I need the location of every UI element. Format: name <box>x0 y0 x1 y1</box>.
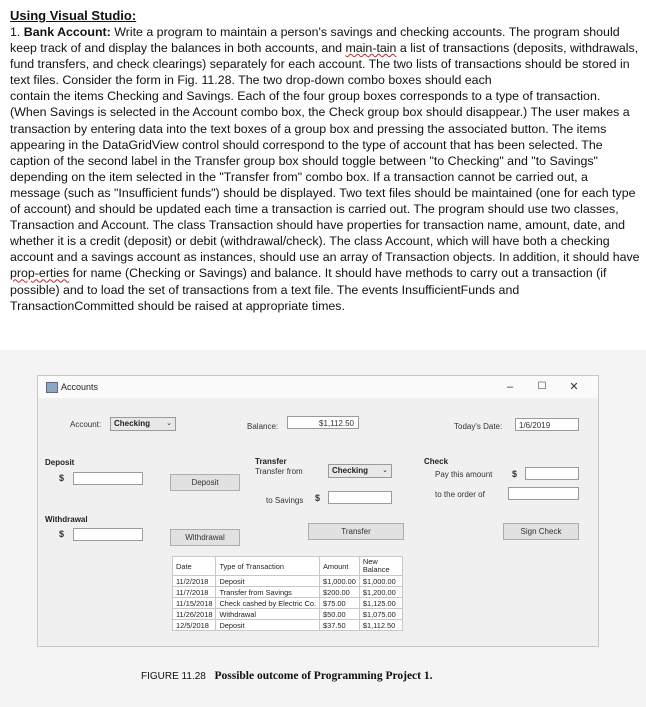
transfer-from-label: Transfer from <box>255 467 303 476</box>
transfer-from-value: Checking <box>332 466 369 475</box>
table-row[interactable] <box>173 576 403 587</box>
withdrawal-currency: $ <box>59 529 65 539</box>
withdrawal-amount-input[interactable] <box>73 528 143 541</box>
table-row[interactable] <box>173 598 403 609</box>
figure-number: FIGURE 11.28 <box>141 671 206 682</box>
chevron-down-icon: ⌄ <box>166 420 172 427</box>
problem-title: Bank Account: <box>23 25 111 39</box>
cell-balance: $1,125.00 <box>359 598 402 609</box>
cell-balance: $1,200.00 <box>359 587 402 598</box>
cell-type: Transfer from Savings <box>216 587 320 598</box>
close-button[interactable]: ✕ <box>569 381 579 393</box>
minimize-button[interactable]: – <box>506 381 514 393</box>
cell-date: 11/15/2018 <box>173 598 216 609</box>
cell-amount: $1,000.00 <box>319 576 359 587</box>
account-combo-value: Checking <box>114 419 151 428</box>
cell-date: 11/26/2018 <box>173 609 216 620</box>
account-label: Account: <box>70 420 102 429</box>
form-icon <box>46 382 58 393</box>
cell-type: Withdrawal <box>216 609 320 620</box>
maximize-button[interactable]: ☐ <box>537 381 547 392</box>
table-row[interactable] <box>173 587 403 598</box>
cell-date: 12/5/2018 <box>173 620 216 631</box>
transactions-grid[interactable] <box>172 556 403 631</box>
balance-display: $1,112.50 <box>287 416 359 429</box>
date-display: 1/6/2019 <box>515 418 579 431</box>
problem-statement <box>10 24 640 314</box>
withdrawal-group-label: Withdrawal <box>45 515 88 524</box>
withdrawal-button[interactable]: Withdrawal <box>170 529 240 546</box>
cell-date: 11/2/2018 <box>173 576 216 587</box>
figure-caption <box>141 670 433 682</box>
column-header[interactable]: Date <box>173 557 216 576</box>
problem-paragraph-1: 1. Bank Account: Write a program to maintain a person's savings and checking accounts. The program should keep track of and display the balances in both accounts, and main-tain a list of transactions (deposits, withdrawals, fund transfers, and check clearings) separately for each account. The two lists of transactions should be stored in text files. Consider the form in Fig. 11.28. The two drop-down combo boxes should each <box>10 25 639 88</box>
sign-check-button[interactable]: Sign Check <box>503 523 579 540</box>
column-header[interactable]: Type of Transaction <box>216 557 320 576</box>
cell-type: Deposit <box>216 620 320 631</box>
transfer-currency: $ <box>315 493 321 503</box>
problem-number: 1. <box>10 25 21 39</box>
deposit-group-label: Deposit <box>45 458 75 467</box>
cell-date: 11/7/2018 <box>173 587 216 598</box>
deposit-button[interactable]: Deposit <box>170 474 240 491</box>
cell-amount: $75.00 <box>319 598 359 609</box>
exercise-heading: Using Visual Studio: <box>10 8 137 23</box>
deposit-amount-input[interactable] <box>73 472 143 485</box>
cell-type: Deposit <box>216 576 320 587</box>
spellcheck-word: prop-erties <box>10 266 70 281</box>
problem-paragraph-2: contain the items Checking and Savings. Each of the four group boxes corresponds to a type of transaction. (When Savings is selected in the Account combo box, the Check group box should disappear.) The user makes a transaction by entering data into the text boxes of a group box and pressing the associated button. The items appearing in the DataGridView control should correspond to the type of account that has been selected. The caption of the second label in the Transfer group box should toggle between "to Checking" and "to Savings" depending on the item selected in the "Transfer from" combo box. If a transaction cannot be carried out, a message (such as "Insufficient funds") should be displayed. Two text files should be maintained (one for each type of account) and should be updated each time a transaction is carried out. The program should use two classes, Transaction and Account. The class Transaction should have properties for transaction name, amount, date, and whether it is a credit (deposit) or debit (withdrawal/check). The class Account, which will have both a checking account and a savings account as instances, should use an array of Transaction objects. In addition, it should have prop-erties for name (Checking or Savings) and balance. It should have methods to carry out a transaction (if possible) and to load the set of transactions from a text file. The events InsufficientFunds and TransactionCommitted should be raised at appropriate times. <box>10 89 640 313</box>
chevron-down-icon: ⌄ <box>382 467 388 474</box>
table-row[interactable] <box>173 620 403 631</box>
table-row[interactable] <box>173 609 403 620</box>
grid-header-row <box>173 557 403 576</box>
check-pay-label: Pay this amount <box>435 470 493 479</box>
check-payee-input[interactable] <box>508 487 579 500</box>
balance-label: Balance: <box>247 422 279 431</box>
cell-amount: $200.00 <box>319 587 359 598</box>
cell-type: Check cashed by Electric Co. <box>216 598 320 609</box>
transfer-amount-input[interactable] <box>328 491 392 504</box>
accounts-window <box>37 375 599 647</box>
check-currency: $ <box>512 469 518 479</box>
column-header[interactable]: New Balance <box>359 557 402 576</box>
column-header[interactable]: Amount <box>319 557 359 576</box>
transfer-group-label: Transfer <box>255 457 287 466</box>
figure-caption-text: Possible outcome of Programming Project 1. <box>214 670 433 682</box>
spellcheck-word: main-tain <box>345 41 397 56</box>
check-amount-input[interactable] <box>525 467 579 480</box>
cell-balance: $1,000.00 <box>359 576 402 587</box>
check-group-label: Check <box>424 457 449 466</box>
cell-amount: $50.00 <box>319 609 359 620</box>
transfer-from-combo[interactable] <box>328 464 392 478</box>
cell-balance: $1,112.50 <box>359 620 402 631</box>
cell-balance: $1,075.00 <box>359 609 402 620</box>
check-order-label: to the order of <box>435 490 485 499</box>
deposit-currency: $ <box>59 473 65 483</box>
date-label: Today's Date: <box>454 422 503 431</box>
window-title: Accounts <box>61 382 99 392</box>
account-combo[interactable] <box>110 417 176 431</box>
cell-amount: $37.50 <box>319 620 359 631</box>
transfer-button[interactable]: Transfer <box>308 523 404 540</box>
transfer-to-label: to Savings <box>266 496 304 505</box>
window-titlebar <box>38 376 598 398</box>
